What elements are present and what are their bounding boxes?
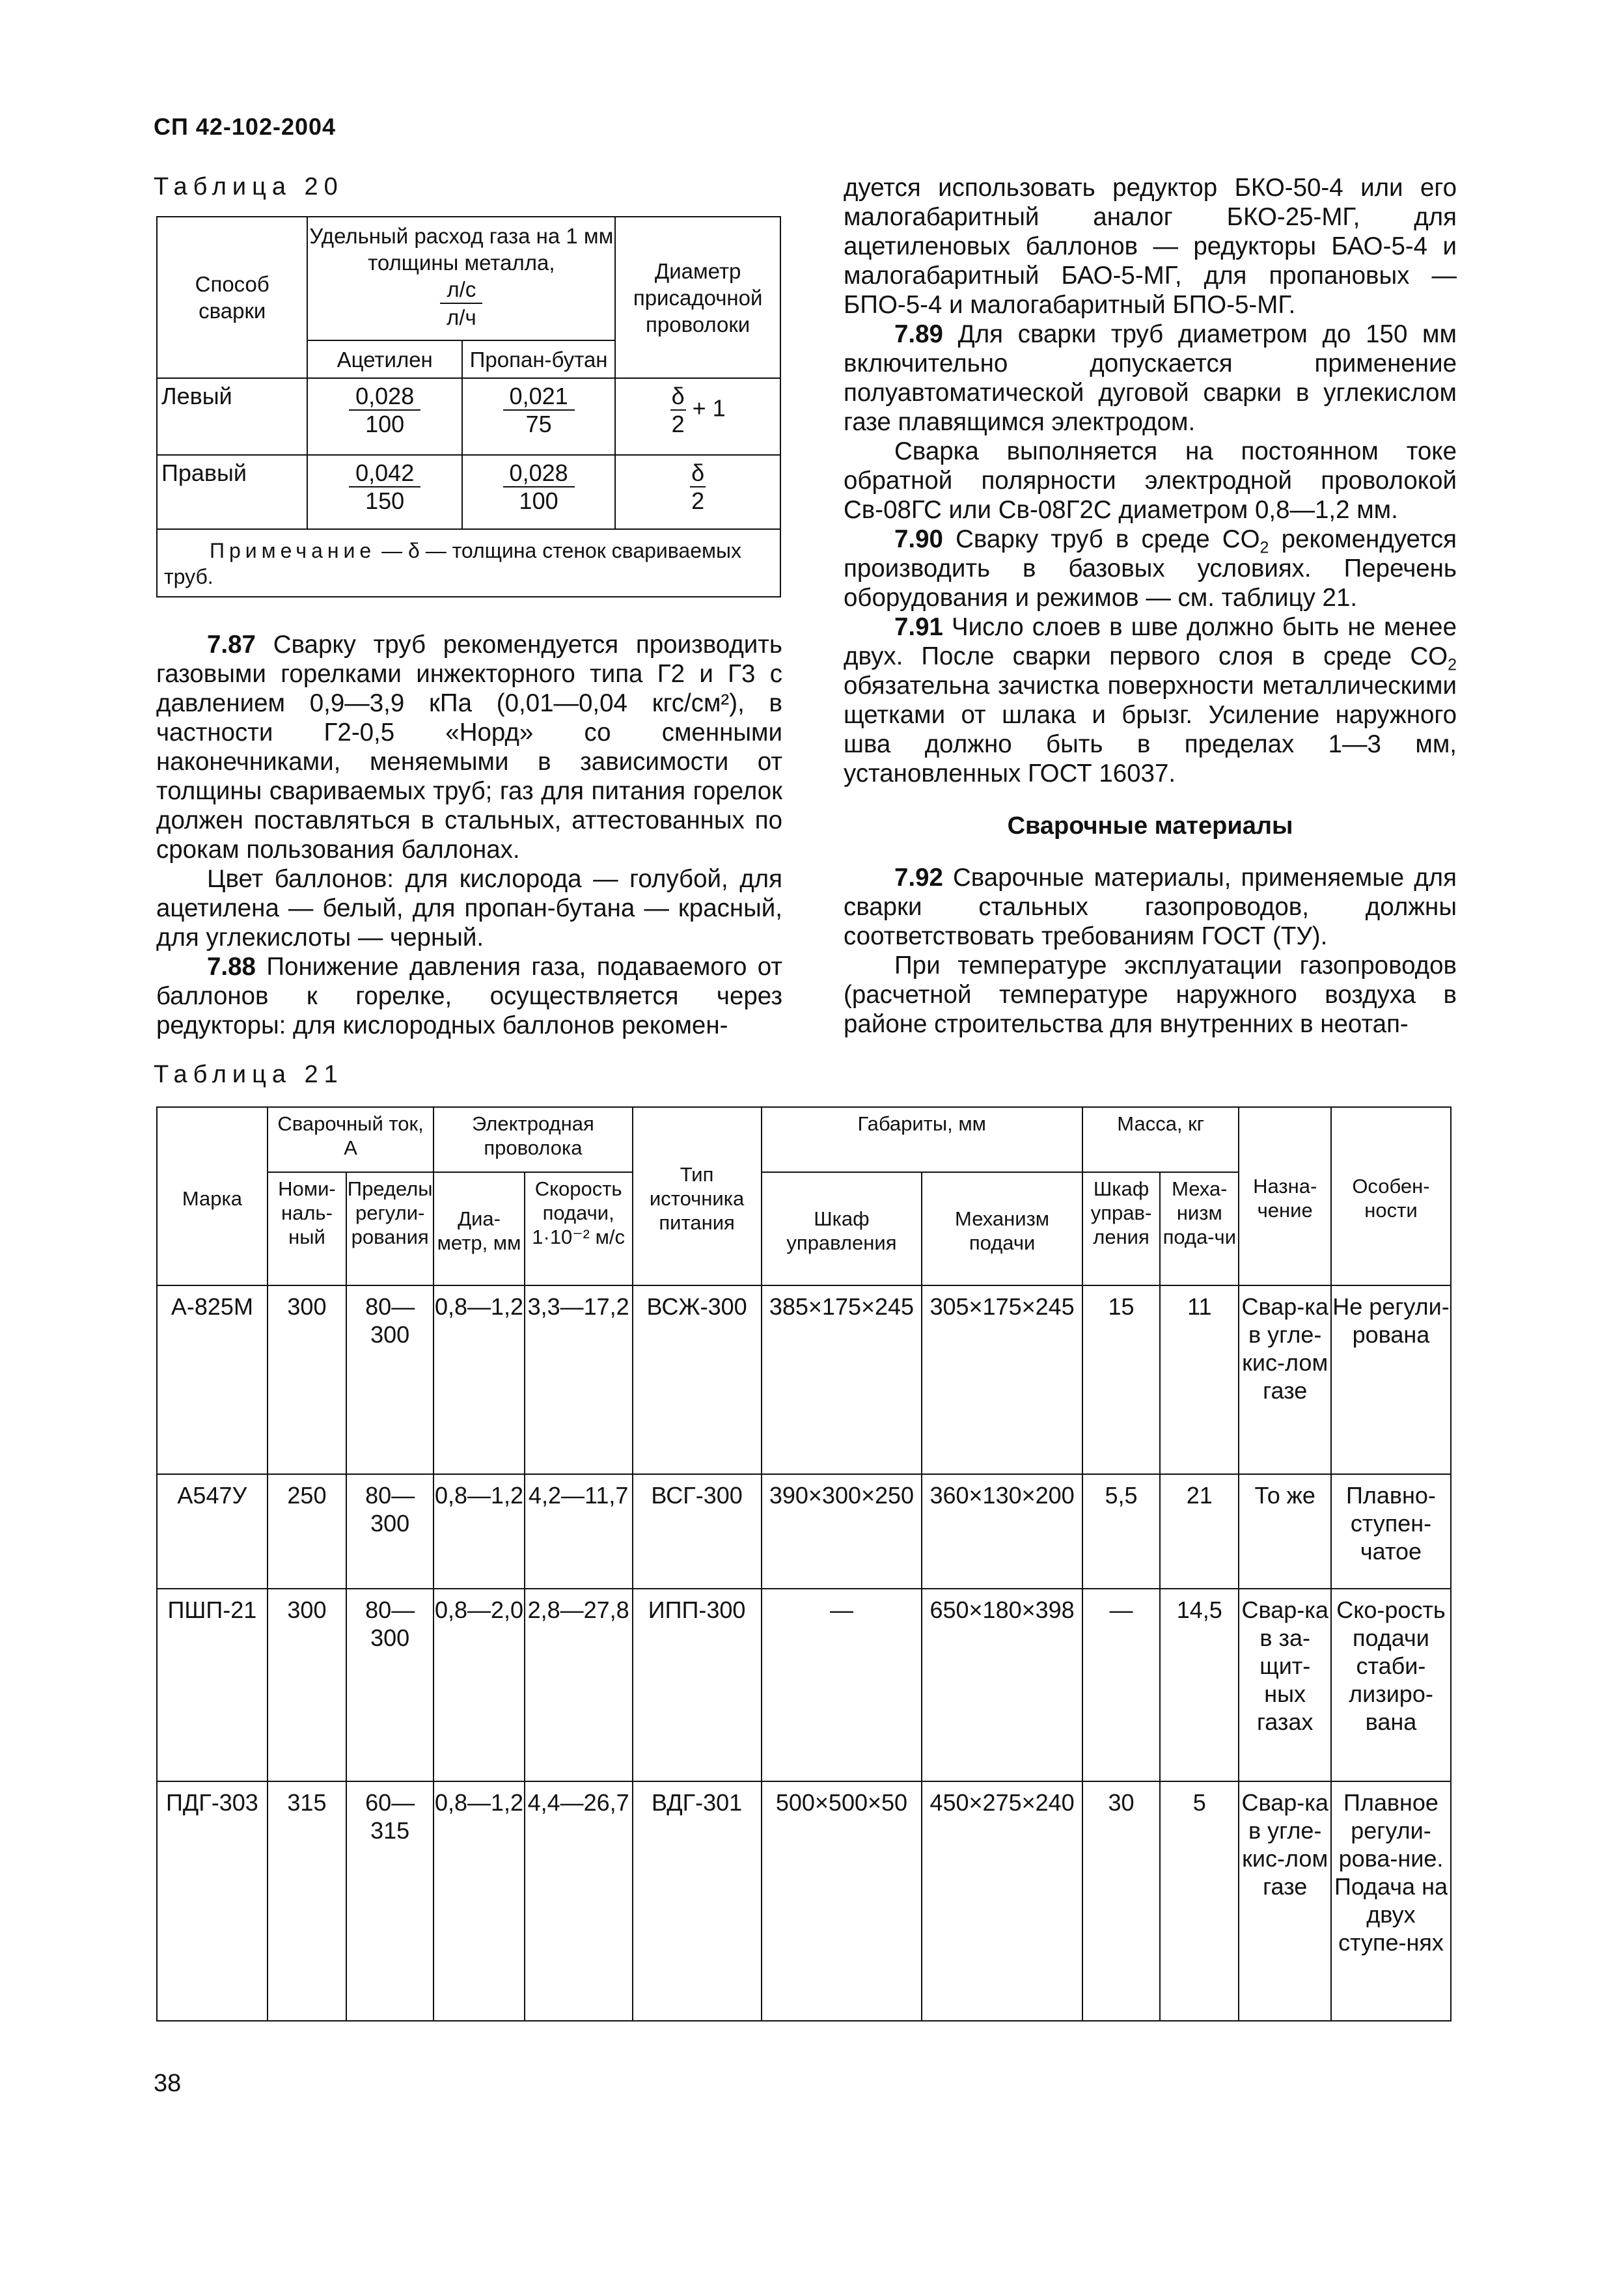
t21-header-mass: Масса, кг (1082, 1107, 1239, 1172)
t21-header-dims: Габариты, мм (762, 1107, 1082, 1172)
para-dc-welding: Сварка выполняется на постоянном токе обратной полярности электродной проволокой Св-08ГС или Св-08Г2С диаметром 0,8—1,2 мм. (844, 437, 1457, 524)
t21-header-features: Особен-ности (1331, 1107, 1451, 1285)
para-7-89: 7.89 Для сварки труб диаметром до 150 мм включительно допускается применение полуавтоматической дуговой сварки в углекислом газе плавящимся электродом. (844, 320, 1457, 436)
table20-caption: Таблица 20 (154, 173, 344, 200)
document-code: СП 42-102-2004 (154, 113, 337, 140)
para-7-88: 7.88 Понижение давления газа, подаваемого от баллонов к горелке, осуществляется через редукторы: для кислородных баллонов рекомен- (156, 953, 782, 1039)
t20-rate-units: $\frac{л/с}{л/ч}$ (440, 276, 482, 331)
t21-header-current: Сварочный ток, А (268, 1107, 434, 1172)
t20-row-right: Правый $\frac{0,042}{150}$ $\frac{0,028}{100}$ $\frac{\delta}{2}$ (157, 455, 780, 529)
t21-header-diameter: Диа-метр, мм (434, 1172, 524, 1285)
page-number: 38 (154, 2070, 182, 2097)
para-temperature: При температуре эксплуатации газопроводов (расчетной температуре наружного воздуха в районе строительства для внутренних в неотап- (844, 952, 1457, 1038)
para-continued: дуется использовать редуктор БКО-50-4 или его малогабаритный аналог БКО-25-МГ, для ацетиленовых баллонов — редукторы БАО-5-4 и малогабаритный БАО-5-МГ, для пропановых — БПО-5-4 и малогабаритный БПО-5-МГ. (844, 174, 1457, 319)
t20-header-rate: Удельный расход газа на 1 мм толщины металла, $\frac{л/с}{л/ч}$ (307, 217, 615, 340)
para-7-87: 7.87 Сварку труб рекомендуется производить газовыми горелками инжекторного типа Г2 и Г3 с давлением 0,9—3,9 кПа (0,01—0,04 кгс/см²), в частности Г2-0,5 «Норд» со сменными наконечниками, меняемыми в зависимости от толщины свариваемых труб; газ для питания горелок должен поставляться в стальных, аттестованных по срокам пользования баллонах. (156, 631, 782, 864)
table-row: ПШП-21 300 80—300 0,8—2,0 2,8—27,8 ИПП-300 — 650×180×398 — 14,5 Свар-ка в за-щит-ных газах Ско-рость подачи стаби-лизиро-вана (157, 1589, 1451, 1781)
t21-header-purpose: Назна-чение (1239, 1107, 1331, 1285)
right-column (844, 173, 1457, 1039)
t21-header-speed: Скорость подачи, 1·10⁻² м/с (525, 1172, 633, 1285)
table-row: А547У 250 80—300 0,8—1,2 4,2—11,7 ВСГ-300 390×300×250 360×130×200 5,5 21 То же Плавно-ступен-чатое (157, 1474, 1451, 1589)
t20-header-prop: Пропан-бутан (462, 340, 615, 378)
para-7-90: 7.90 Сварку труб в среде $CO_2$ рекомендуется производить в базовых условиях. Перечень оборудования и режимов — см. таблицу 21. (844, 525, 1457, 612)
para-7-92: 7.92 Сварочные материалы, применяемые для сварки стальных газопроводов, должны соответствовать требованиям ГОСТ (ТУ). (844, 864, 1457, 950)
t20-header-diam: Диаметр присадочной проволоки (615, 217, 780, 378)
para-7-91: 7.91 Число слоев в шве должно быть не менее двух. После сварки первого слоя в среде $CO_2$ обязательна зачистка поверхности металлическими щетками от шлака и брызг. Усиление наружного шва должно быть в пределах 1—3 мм, установленных ГОСТ 16037. (844, 613, 1457, 788)
t20-note: Примечание — δ — толщина стенок свариваемых труб. (157, 529, 780, 597)
t20-header-acet: Ацетилен (307, 340, 461, 378)
t21-header-cabinet: Шкаф управления (762, 1172, 922, 1285)
section-heading: Сварочные материалы (1007, 812, 1293, 840)
t21-header-source: Тип источника питания (633, 1107, 762, 1285)
left-column (156, 630, 782, 1040)
table-row: А-825М 300 80—300 0,8—1,2 3,3—17,2 ВСЖ-300 385×175×245 305×175×245 15 11 Свар-ка в угле-кис-лом газе Не регули-рована (157, 1285, 1451, 1474)
table21 (156, 1106, 1452, 2022)
t21-header-nominal: Номи-наль-ный (268, 1172, 346, 1285)
t21-header-mass-cabinet: Шкаф управ-ления (1082, 1172, 1160, 1285)
t21-header-mark: Марка (157, 1107, 268, 1285)
t21-header-mass-mechanism: Меха-низм пода-чи (1160, 1172, 1239, 1285)
table20 (156, 216, 781, 597)
t21-header-wire: Электродная проволока (434, 1107, 632, 1172)
para-cylinder-colors: Цвет баллонов: для кислорода — голубой, для ацетилена — белый, для пропан-бутана — красный, для углекислоты — черный. (156, 865, 782, 952)
table-row: ПДГ-303 315 60—315 0,8—1,2 4,4—26,7 ВДГ-301 500×500×50 450×275×240 30 5 Свар-ка в угле-кис-лом газе Плавное регули-рова-ние. Подача на двух ступе-нях (157, 1781, 1451, 2021)
table21-caption: Таблица 21 (154, 1061, 344, 1088)
t20-header-method: Способ сварки (157, 217, 307, 378)
t21-header-limits: Пределы регули-рования (346, 1172, 434, 1285)
t20-row-left: Левый $\frac{0,028}{100}$ $\frac{0,021}{75}$ $\frac{\delta}{2}$ + 1 (157, 378, 780, 455)
t21-header-mechanism: Механизм подачи (922, 1172, 1082, 1285)
